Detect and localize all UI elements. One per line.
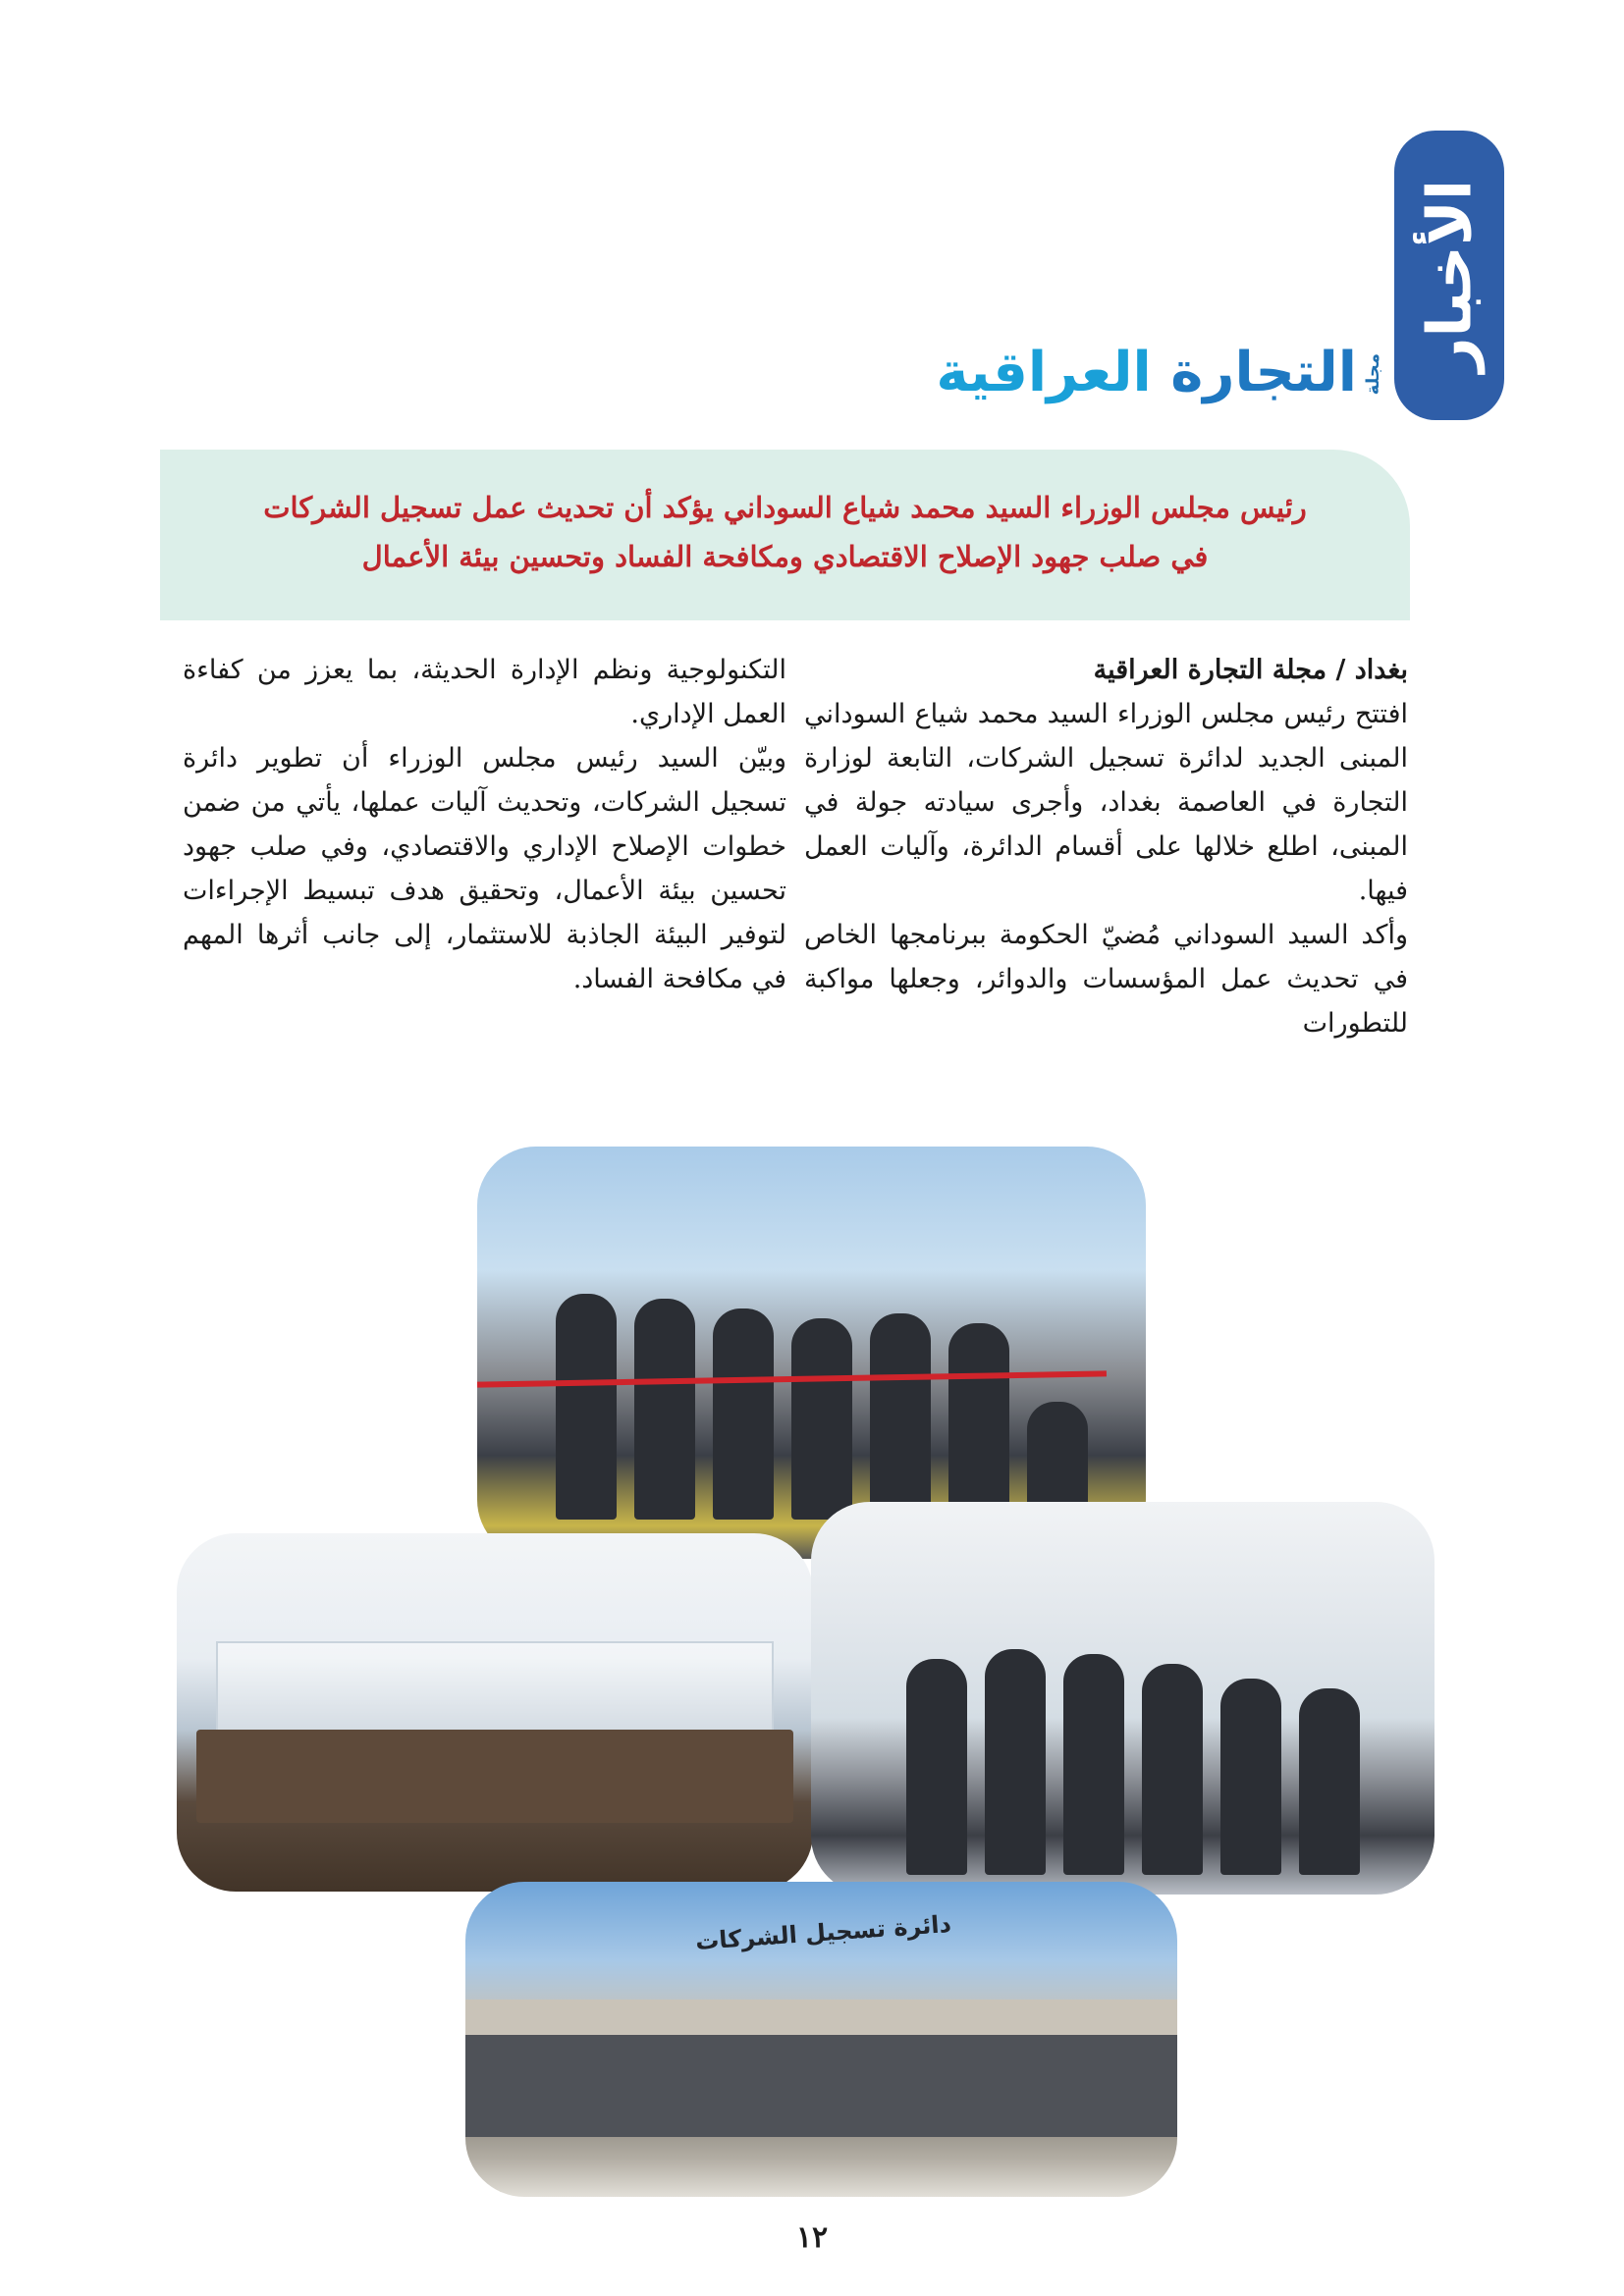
article-paragraph-1: افتتح رئيس مجلس الوزراء السيد محمد شياع السوداني المبنى الجديد لدائرة تسجيل الشركات، التابعة لوزارة التجارة في العاصمة بغداد، وأجرى سيادته جولة في المبنى، اطلع خلالها على أقسام الدائرة، وآليات العمل فيها. xyxy=(804,699,1408,906)
photo-people-group xyxy=(870,1649,1395,1875)
photo-service-counters xyxy=(177,1533,813,1892)
logo-prefix: مجلة xyxy=(1363,352,1383,395)
headline xyxy=(160,483,1410,581)
person-figure xyxy=(1220,1679,1281,1875)
logo-title-part2: العراقية xyxy=(936,341,1152,404)
article-byline: بغداد / مجلة التجارة العراقية xyxy=(1093,655,1408,685)
person-figure xyxy=(985,1649,1046,1875)
photo-building-exterior xyxy=(465,1882,1177,2197)
person-figure xyxy=(791,1318,852,1520)
person-figure xyxy=(1063,1654,1124,1875)
person-figure xyxy=(948,1323,1009,1520)
headline-line-1: رئيس مجلس الوزراء السيد محمد شياع السوداني يؤكد أن تحديث عمل تسجيل الشركات xyxy=(263,491,1307,524)
page-number: ١٢ xyxy=(795,2220,829,2255)
person-figure xyxy=(1299,1688,1360,1875)
person-figure xyxy=(906,1659,967,1875)
logo-title-part1: التجارة xyxy=(1170,341,1357,404)
logo-title xyxy=(936,341,1357,404)
building-sign: دائرة تسجيل الشركات xyxy=(694,1909,952,1956)
photo-ribbon-cutting xyxy=(477,1147,1146,1559)
article-paragraph-2: وأكد السيد السوداني مُضيّ الحكومة ببرنامجها الخاص في تحديث عمل المؤسسات والدوائر، وجعلها مواكبة للتطورات xyxy=(804,920,1408,1039)
headline-line-2: في صلب جهود الإصلاح الاقتصادي ومكافحة الفساد وتحسين بيئة الأعمال xyxy=(361,540,1209,573)
building-band xyxy=(465,2000,1177,2035)
counter-glass-partition xyxy=(216,1641,774,1734)
section-tab xyxy=(1394,131,1504,420)
article-paragraph-3: التكنولوجية ونظم الإدارة الحديثة، بما يعزز من كفاءة العمل الإداري. xyxy=(183,655,786,729)
person-figure xyxy=(556,1294,617,1520)
service-counter xyxy=(196,1730,793,1823)
person-figure xyxy=(1142,1664,1203,1875)
article-paragraph-4: وبيّن السيد رئيس مجلس الوزراء أن تطوير دائرة تسجيل الشركات، وتحديث آليات عملها، يأتي من ضمن خطوات الإصلاح الإداري والاقتصادي، وفي صلب جهود تحسين بيئة الأعمال، وتحقيق هدف تبسيط الإجراءات لتوفير البيئة الجاذبة للاستثمار، إلى جانب أثرها المهم في مكافحة الفساد. xyxy=(183,743,786,994)
photo-building-tour xyxy=(811,1502,1435,1895)
person-figure xyxy=(870,1313,931,1520)
person-figure xyxy=(713,1308,774,1520)
person-figure xyxy=(634,1299,695,1520)
article-column-right xyxy=(804,648,1408,1045)
magazine-logo xyxy=(936,341,1383,404)
headline-box xyxy=(160,450,1410,620)
article-column-left xyxy=(183,648,786,1001)
section-tab-label: الأخبار xyxy=(1413,179,1486,372)
photo-people-group xyxy=(536,1294,1107,1520)
